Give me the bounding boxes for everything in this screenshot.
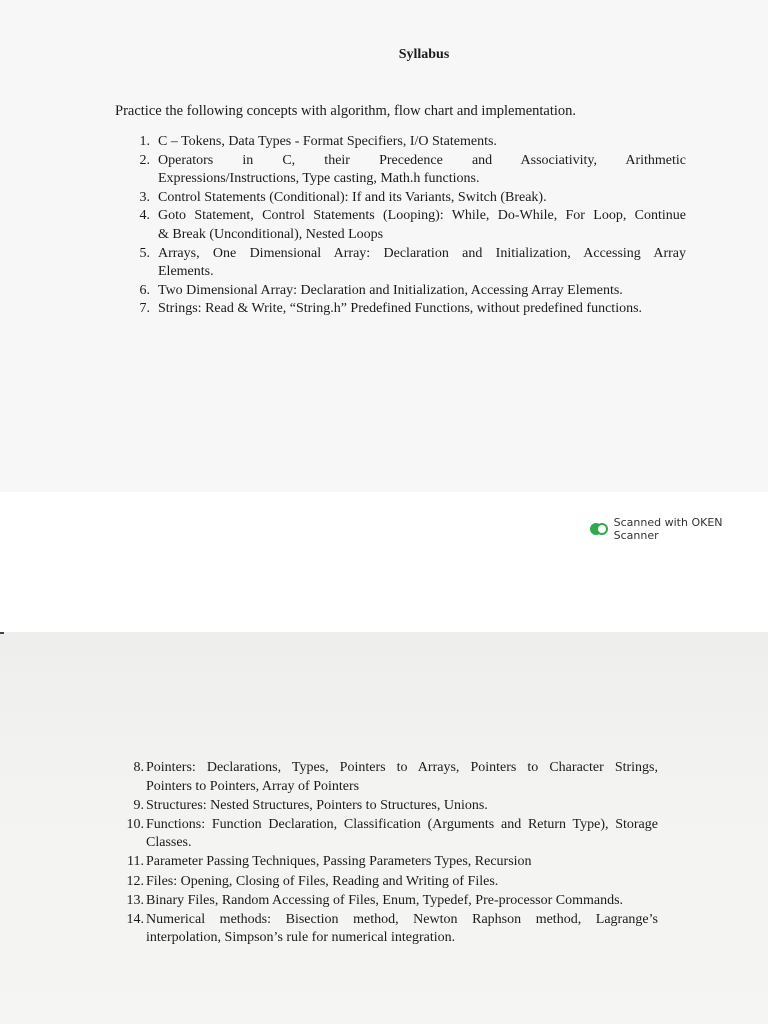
item-number: 4. bbox=[139, 208, 150, 224]
page-gap bbox=[0, 492, 768, 632]
item-line: Binary Files, Random Accessing of Files, Enum, Typedef, Pre-processor Commands. bbox=[146, 892, 624, 908]
scanner-watermark bbox=[590, 516, 768, 542]
item-line: Classes. bbox=[146, 835, 192, 851]
list-item bbox=[139, 300, 686, 319]
list-item bbox=[139, 282, 686, 301]
list-item bbox=[126, 816, 658, 853]
item-number: 7. bbox=[139, 301, 150, 317]
list-item bbox=[126, 911, 658, 948]
item-line: Control Statements (Conditional): If and its Variants, Switch (Break). bbox=[158, 189, 547, 205]
item-line: Strings: Read & Write, “String.h” Predefined Functions, without predefined functions. bbox=[158, 301, 643, 317]
list-item bbox=[126, 892, 658, 911]
syllabus-list-part1 bbox=[139, 133, 686, 319]
page-title: Syllabus bbox=[398, 47, 450, 62]
item-line: Pointers: Declarations, Types, Pointers to Arrays, Pointers to Character Strings, bbox=[146, 760, 658, 775]
item-line: Files: Opening, Closing of Files, Reading and Writing of Files. bbox=[146, 873, 499, 889]
item-number: 14. bbox=[126, 911, 144, 927]
list-item bbox=[139, 152, 686, 189]
list-item bbox=[139, 245, 686, 282]
item-line: Elements. bbox=[158, 264, 214, 280]
item-line: Two Dimensional Array: Declaration and Initialization, Accessing Array Elements. bbox=[158, 282, 623, 298]
item-number: 8. bbox=[133, 760, 144, 775]
scan-edge-mark bbox=[0, 632, 4, 634]
syllabus-list-part2 bbox=[126, 759, 658, 948]
item-number: 6. bbox=[139, 282, 150, 298]
list-item bbox=[127, 853, 658, 872]
list-item bbox=[133, 797, 658, 816]
item-line: Structures: Nested Structures, Pointers to Structures, Unions. bbox=[146, 797, 488, 813]
item-line: Parameter Passing Techniques, Passing Parameters Types, Recursion bbox=[146, 854, 532, 870]
item-number: 10. bbox=[126, 816, 144, 832]
item-number: 12. bbox=[126, 873, 144, 889]
item-line: Goto Statement, Control Statements (Looping): While, Do-While, For Loop, Continue bbox=[158, 208, 686, 224]
list-item bbox=[139, 133, 686, 152]
item-line: C – Tokens, Data Types - Format Specifiers, I/O Statements. bbox=[158, 134, 497, 149]
item-number: 5. bbox=[139, 245, 150, 261]
scanner-label: Scanned with OKEN Scanner bbox=[613, 516, 723, 542]
item-number: 11. bbox=[127, 854, 144, 870]
list-item bbox=[126, 873, 658, 892]
list-item bbox=[139, 207, 686, 244]
item-number: 13. bbox=[126, 892, 144, 908]
item-number: 3. bbox=[139, 189, 150, 205]
list-item bbox=[139, 189, 686, 208]
item-line: & Break (Unconditional), Nested Loops bbox=[158, 226, 384, 242]
intro-text: Practice the following concepts with algorithm, flow chart and implementation. bbox=[115, 103, 577, 119]
oken-scanner-logo-icon bbox=[590, 522, 608, 536]
item-line: Expressions/Instructions, Type casting, Math.h functions. bbox=[158, 171, 480, 187]
item-number: 2. bbox=[139, 152, 150, 168]
item-line: interpolation, Simpson’s rule for numerical integration. bbox=[146, 930, 456, 946]
item-number: 1. bbox=[139, 134, 150, 149]
item-line: Arrays, One Dimensional Array: Declaration and Initialization, Accessing Array bbox=[158, 245, 686, 261]
item-number: 9. bbox=[133, 797, 144, 813]
item-line: Pointers to Pointers, Array of Pointers bbox=[146, 778, 360, 794]
item-line: Operators in C, their Precedence and Associativity, Arithmetic bbox=[158, 152, 686, 168]
item-line: Numerical methods: Bisection method, Newton Raphson method, Lagrange’s bbox=[146, 911, 658, 927]
list-item bbox=[133, 759, 658, 796]
item-line: Functions: Function Declaration, Classification (Arguments and Return Type), Storage bbox=[146, 816, 658, 832]
